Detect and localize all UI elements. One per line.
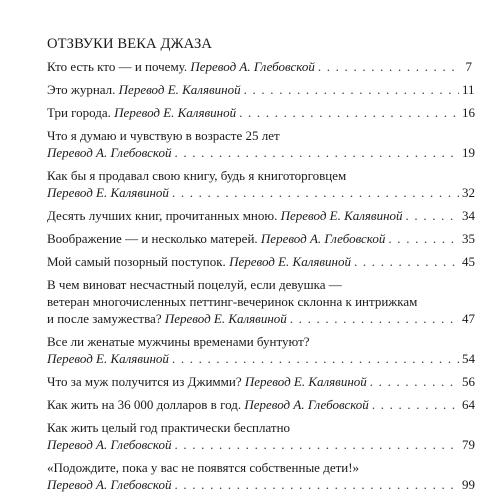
toc-entry-text [47, 230, 385, 247]
toc-entry-translator: Перевод А. Глебовской [260, 231, 386, 246]
toc-entry[interactable] [47, 58, 472, 75]
dot-leader [388, 230, 459, 247]
toc-entry-last-line [47, 350, 475, 367]
toc-entry-last-line [47, 207, 475, 224]
toc-entry-translator: Перевод Е. Калявиной [280, 208, 403, 223]
toc-entry-text [47, 396, 369, 413]
toc-entry-title-line: В чем виноват несчастный поцелуй, если девушка — [47, 277, 342, 292]
toc-entry-title-line: Как бы я продавал свою книгу, будь я книготорговцем [47, 168, 347, 183]
toc-entry-translator: Перевод Е. Калявиной [114, 105, 237, 120]
toc-entry-last-line [47, 396, 475, 413]
toc-entry[interactable] [47, 396, 475, 413]
toc-entry-page-number: 35 [462, 231, 475, 246]
toc-entry-title-line: Как жить целый год практически бесплатно [47, 420, 291, 435]
toc-entry-title: Три города. [47, 105, 115, 120]
toc-entry[interactable] [47, 419, 475, 453]
toc-entry-text [47, 310, 287, 327]
toc-entry-page-number: 11 [462, 82, 475, 97]
toc-entry-page-number: 19 [462, 145, 475, 160]
toc-entry[interactable] [47, 276, 475, 327]
dot-leader [172, 350, 459, 367]
dot-leader [172, 184, 459, 201]
toc-entry-translator: Перевод Е. Калявиной [118, 82, 241, 97]
toc-entry[interactable] [47, 207, 475, 224]
toc-entry-page-number: 34 [462, 208, 475, 223]
table-of-contents [47, 58, 475, 499]
toc-entry-page-number: 99 [462, 477, 475, 492]
toc-entry-page-number: 79 [462, 437, 475, 452]
toc-entry-translator: Перевод А. Глебовской [47, 145, 172, 160]
toc-entry-text [47, 104, 236, 121]
toc-entry-translator: Перевод Е. Калявиной [47, 351, 169, 366]
dot-leader [372, 396, 459, 413]
toc-entry-title: Воображение — и несколько матерей. [47, 231, 261, 246]
toc-entry-translator: Перевод Е. Калявиной [164, 311, 287, 326]
section-title: ОТЗВУКИ ВЕКА ДЖАЗА [47, 36, 212, 52]
dot-leader [174, 436, 459, 453]
toc-entry-translator: Перевод Е. Калявиной [244, 374, 367, 389]
toc-entry[interactable] [47, 459, 475, 493]
toc-entry[interactable] [47, 81, 475, 98]
toc-entry-text [47, 350, 169, 367]
toc-entry[interactable] [47, 104, 475, 121]
toc-entry-text [47, 184, 169, 201]
toc-entry-text [47, 436, 171, 453]
dot-leader [174, 476, 459, 493]
toc-entry-page-number: 47 [462, 311, 475, 326]
toc-entry-translator: Перевод А. Глебовской [47, 477, 172, 492]
toc-entry-translator: Перевод Е. Калявиной [47, 185, 169, 200]
toc-entry-last-line [47, 310, 475, 327]
toc-entry-last-line [47, 230, 475, 247]
toc-entry-last-line [47, 436, 475, 453]
toc-entry-page-number: 16 [462, 105, 475, 120]
toc-entry-last-line [47, 184, 475, 201]
toc-entry-page-number: 64 [462, 397, 475, 412]
toc-entry-title: Мой самый позорный поступок. [47, 254, 230, 269]
toc-entry-text [47, 373, 367, 390]
toc-entry-text [47, 253, 351, 270]
toc-entry-title-line: ветеран многочисленных петтинг-вечеринок склонна к интрижкам [47, 294, 418, 309]
toc-entry-title: Кто есть кто — и почему. [47, 59, 191, 74]
toc-entry-page-number: 56 [462, 374, 475, 389]
toc-entry-translator: Перевод А. Глебовской [244, 397, 369, 412]
toc-entry[interactable] [47, 230, 475, 247]
toc-entry-page-number: 7 [465, 59, 472, 74]
toc-entry[interactable] [47, 253, 475, 270]
toc-entry-title: Как жить на 36 000 долларов в год. [47, 397, 245, 412]
toc-entry-title: и после замужества? [47, 311, 165, 326]
toc-entry-last-line [47, 81, 475, 98]
toc-entry-last-line [47, 104, 475, 121]
toc-entry-title-line: «Подождите, пока у вас не появятся собственные дети!» [47, 460, 360, 475]
toc-entry[interactable] [47, 167, 475, 201]
toc-entry-translator: Перевод Е. Калявиной [229, 254, 351, 269]
toc-entry-last-line [47, 144, 475, 161]
dot-leader [370, 373, 459, 390]
dot-leader [406, 207, 459, 224]
toc-entry-title: Что за муж получится из Джимми? [47, 374, 245, 389]
toc-entry-text [47, 81, 241, 98]
toc-entry-translator: Перевод А. Глебовской [47, 437, 172, 452]
toc-entry[interactable] [47, 373, 475, 390]
dot-leader [354, 253, 459, 270]
toc-entry-last-line [47, 373, 475, 390]
dot-leader [318, 58, 459, 75]
toc-entry-translator: Перевод А. Глебовской [190, 59, 315, 74]
dot-leader [244, 81, 459, 98]
toc-entry[interactable] [47, 127, 475, 161]
toc-entry-last-line [47, 476, 475, 493]
toc-entry-text [47, 476, 171, 493]
toc-entry-title-line: Все ли женатые мужчины временами бунтуют? [47, 334, 310, 349]
toc-entry-title-line: Что я думаю и чувствую в возрасте 25 лет [47, 128, 280, 143]
dot-leader [174, 144, 459, 161]
toc-entry-title: Это журнал. [47, 82, 119, 97]
toc-entry-page-number: 54 [462, 351, 475, 366]
dot-leader [290, 310, 459, 327]
toc-entry-page-number: 45 [462, 254, 475, 269]
toc-entry-text [47, 58, 315, 75]
dot-leader [239, 104, 459, 121]
toc-entry-last-line [47, 58, 472, 75]
toc-entry-text [47, 207, 403, 224]
toc-entry[interactable] [47, 333, 475, 367]
toc-entry-title: Десять лучших книг, прочитанных мною. [47, 208, 281, 223]
toc-entry-page-number: 32 [462, 185, 475, 200]
toc-entry-text [47, 144, 171, 161]
toc-entry-last-line [47, 253, 475, 270]
